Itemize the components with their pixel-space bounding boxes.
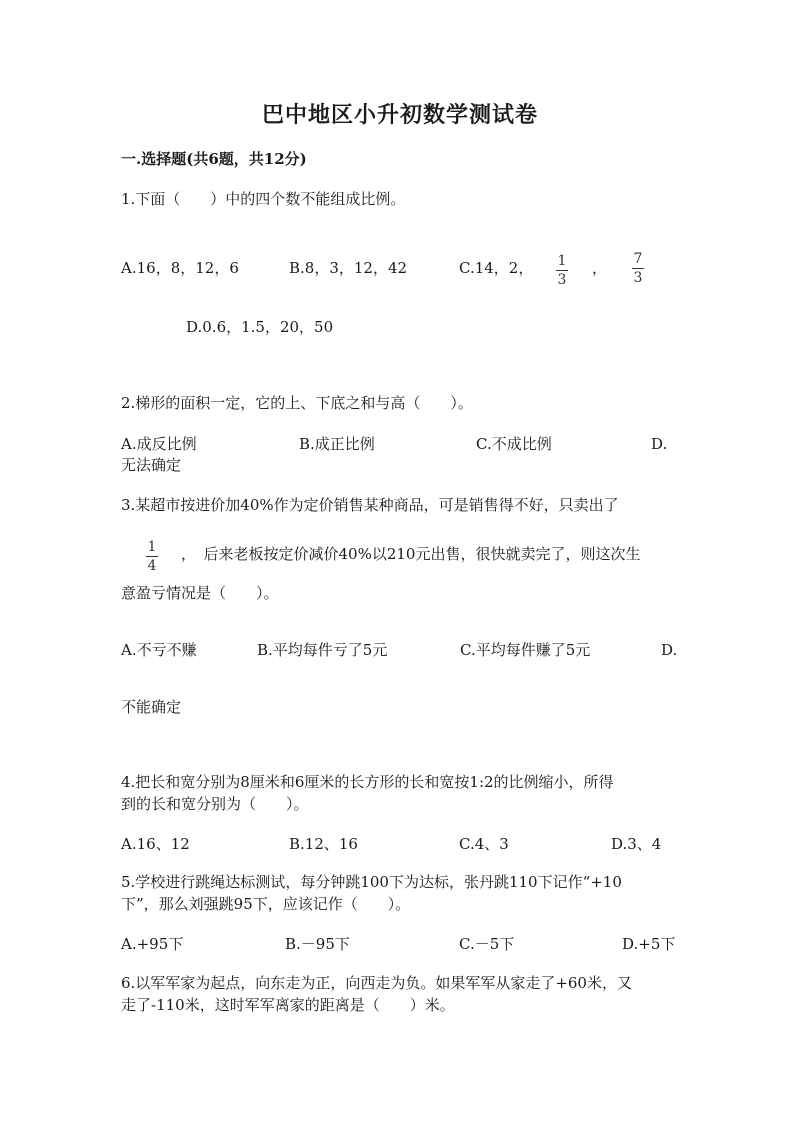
question-5-line-1: 5.学校进行跳绳达标测试，每分钟跳100下为达标，张丹跳110下记作“+10	[121, 873, 622, 891]
question-4-option-c: C.4、3	[459, 835, 509, 853]
question-5-option-d: D.+5下	[622, 935, 676, 953]
question-2-option-c: C.不成比例	[476, 435, 552, 453]
question-3-line-3: 意盈亏情况是（ ）。	[121, 584, 279, 602]
question-4-option-d: D.3、4	[611, 835, 662, 853]
question-1-option-a: A.16，8，12，6	[121, 259, 239, 277]
fraction-denominator: 4	[147, 558, 157, 574]
fraction-numerator: 1	[557, 253, 567, 269]
question-2-option-d-text: 无法确定	[121, 456, 182, 474]
question-1-option-d: D.0.6，1.5，20，50	[186, 318, 334, 336]
question-5-line-2: 下”，那么刘强跳95下，应该记作（ ）。	[121, 895, 411, 913]
question-5-option-a: A.+95下	[121, 935, 184, 953]
page-title: 巴中地区小升初数学测试卷	[261, 102, 538, 128]
question-4-option-a: A.16、12	[121, 835, 190, 853]
fraction-bar	[632, 268, 644, 269]
question-2-option-a: A.成反比例	[121, 435, 197, 453]
question-1-separator: ，	[592, 259, 608, 277]
question-1-fraction-1	[556, 253, 568, 288]
fraction-bar	[146, 556, 158, 557]
question-3-line-1: 3.某超市按进价加40%作为定价销售某种商品，可是销售得不好，只卖出了	[121, 496, 619, 514]
fraction-denominator: 3	[633, 270, 643, 286]
question-5-option-b: B.－95下	[285, 935, 350, 953]
fraction-numerator: 1	[147, 539, 157, 555]
fraction-denominator: 3	[557, 272, 567, 288]
question-6-line-1: 6.以军军家为起点，向东走为正，向西走为负。如果军军从家走了+60米，又	[121, 974, 632, 992]
fraction-numerator: 7	[633, 251, 643, 267]
question-2-stem: 2.梯形的面积一定，它的上、下底之和与高（ ）。	[121, 394, 473, 412]
question-4-line-2: 到的长和宽分别为（ ）。	[121, 795, 309, 813]
question-3-fraction	[146, 539, 158, 574]
question-3-line-2: ， 后来老板按定价减价40%以210元出售，很快就卖完了，则这次生	[181, 545, 641, 563]
question-1-option-c: C.14，2，	[459, 259, 534, 277]
question-1-fraction-2	[632, 251, 644, 286]
question-4-line-1: 4.把长和宽分别为8厘米和6厘米的长方形的长和宽按1:2的比例缩小，所得	[121, 773, 614, 791]
question-3-option-a: A.不亏不赚	[121, 641, 197, 659]
question-1-option-b: B.8，3，12，42	[289, 259, 408, 277]
question-2-option-d: D.	[651, 435, 668, 453]
fraction-bar	[556, 270, 568, 271]
question-3-option-c: C.平均每件赚了5元	[460, 641, 591, 659]
question-2-option-b: B.成正比例	[299, 435, 375, 453]
question-3-option-d: D.	[661, 641, 678, 659]
question-4-option-b: B.12、16	[289, 835, 358, 853]
question-3-option-b: B.平均每件亏了5元	[257, 641, 388, 659]
question-3-option-d-text: 不能确定	[121, 698, 182, 716]
question-5-option-c: C.－5下	[459, 935, 515, 953]
section-heading: 一.选择题(共6题，共12分)	[121, 150, 307, 168]
question-1-stem: 1.下面（ ）中的四个数不能组成比例。	[121, 190, 406, 208]
question-6-line-2: 走了-110米，这时军军离家的距离是（ ）米。	[121, 996, 455, 1014]
